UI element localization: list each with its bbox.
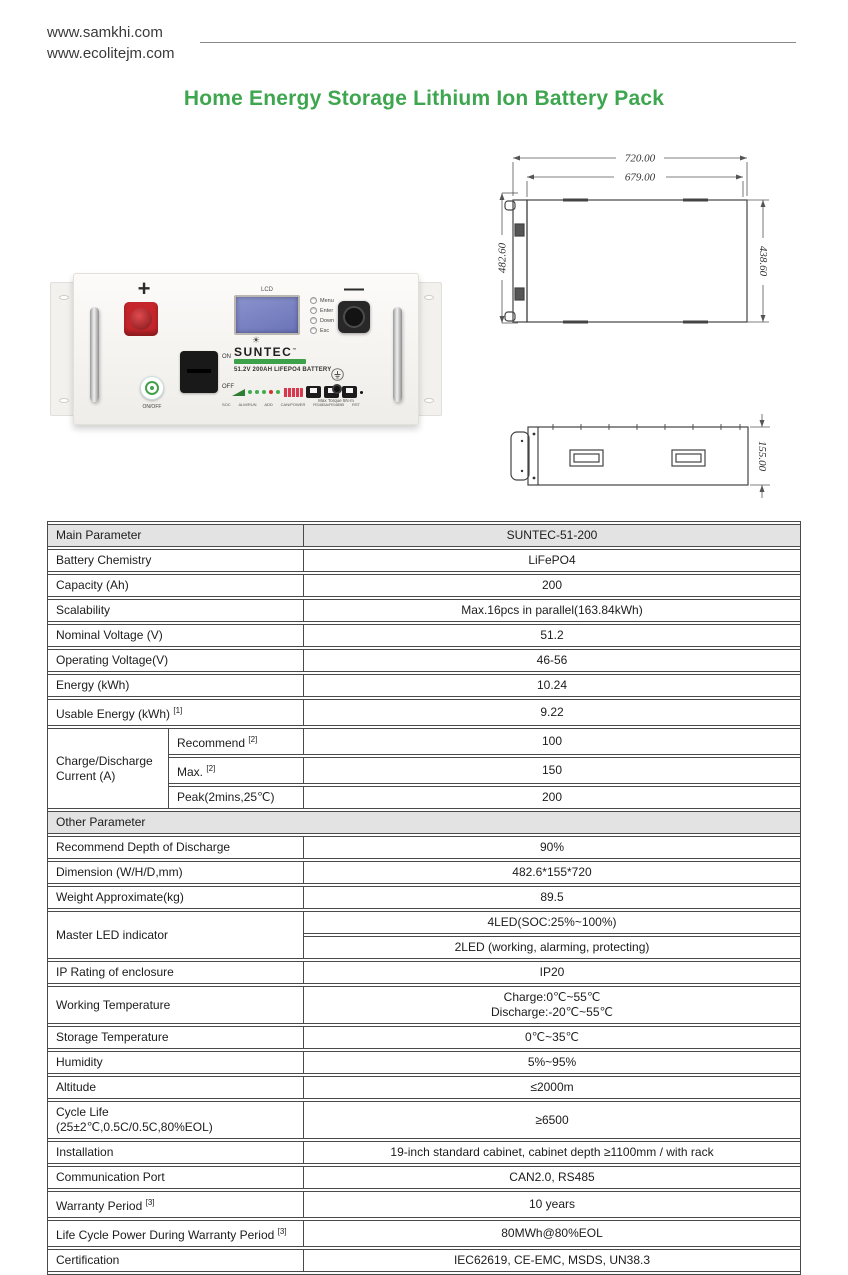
table-row: [48, 1191, 800, 1218]
lcd-screen: [234, 295, 300, 335]
dim-label-side-height: 155.00: [756, 440, 768, 472]
value-header-cell: SUNTEC-51-200: [304, 524, 800, 547]
param-cell: Communication Port: [48, 1166, 304, 1189]
value-cell: 51.2: [304, 624, 800, 647]
value-cell: IP20: [304, 961, 800, 984]
table-header-row: [48, 524, 800, 547]
rst-label: RST: [351, 402, 360, 407]
param-cell: Recommend Depth of Discharge: [48, 836, 304, 859]
table-row: [48, 599, 800, 622]
model-line: 51.2V 200AH LIFEPO4 BATTERY: [234, 367, 332, 373]
enter-button-label: Enter: [320, 307, 334, 314]
value-cell: 10 years: [304, 1191, 800, 1218]
battery-front-photo: [45, 268, 447, 430]
table-row: [48, 911, 800, 934]
soc-ramp-icon: [232, 389, 245, 396]
url-ecolitejm-link[interactable]: www.ecolitejm.com: [47, 45, 175, 62]
terminal-core: [343, 306, 365, 328]
rs485b-port: [342, 386, 357, 398]
table-section-row: [48, 811, 800, 834]
table-row: [48, 1076, 800, 1099]
value-cell: 200: [304, 786, 800, 809]
temp-charge-line: Charge:0℃~55℃: [503, 990, 601, 1004]
dim-label-right-height: 438.60: [757, 245, 769, 277]
can-power-port: [306, 386, 321, 398]
table-row: [48, 649, 800, 672]
down-button: [310, 317, 317, 324]
value-cell: 9.22: [304, 699, 800, 726]
lcd-menu-buttons: [310, 297, 334, 337]
value-cell: [304, 986, 800, 1024]
rs485-label: RS485A/RS485B: [313, 402, 345, 407]
can-power-label: CAN/POWER: [280, 402, 306, 407]
front-panel: [73, 273, 419, 425]
param-cell: Altitude: [48, 1076, 304, 1099]
table-row: [48, 1141, 800, 1164]
section-header-cell: Other Parameter: [48, 811, 800, 834]
table-row: [48, 1249, 800, 1272]
soc-led: [262, 390, 266, 394]
table-row: [48, 574, 800, 597]
value-cell: CAN2.0, RS485: [304, 1166, 800, 1189]
temp-discharge-line: Discharge:-20℃~55℃: [490, 1005, 613, 1019]
param-cell: Working Temperature: [48, 986, 304, 1024]
dim-label-inner-width: 679.00: [624, 171, 656, 184]
param-group-cell: Master LED indicator: [48, 911, 304, 959]
menu-button-label: Menu: [320, 297, 334, 304]
param-cell: Nominal Voltage (V): [48, 624, 304, 647]
footnote-ref: [2]: [206, 764, 216, 773]
table-row: [48, 624, 800, 647]
footnote-ref: [1]: [173, 706, 183, 715]
alarm-led: [269, 390, 273, 394]
handle-left: [90, 307, 99, 402]
value-cell: ≤2000m: [304, 1076, 800, 1099]
page-title: Home Energy Storage Lithium Ion Battery Pack: [183, 87, 665, 110]
torque-port: [332, 384, 342, 394]
param-cell: IP Rating of enclosure: [48, 961, 304, 984]
trademark-symbol: ™: [292, 347, 298, 352]
brand-name: SUNTEC™: [234, 345, 298, 359]
down-button-label: Down: [320, 317, 335, 324]
footnote-ref: [3]: [145, 1198, 155, 1207]
table-row: [48, 861, 800, 884]
cycle-life-line2: (25±2℃,0.5C/0.5C,80%EOL): [56, 1120, 213, 1134]
reset-hole: [360, 391, 363, 394]
mount-hole: [424, 295, 434, 300]
value-cell: 19-inch standard cabinet, cabinet depth ≥1100mm / with rack: [304, 1141, 800, 1164]
param-cell: [48, 1101, 304, 1139]
table-row: [48, 986, 800, 1024]
alm-run-label: ALM/RUN: [238, 402, 257, 407]
table-row: [48, 1026, 800, 1049]
led-indicator-row: [232, 386, 363, 398]
value-cell: 2LED (working, alarming, protecting): [304, 936, 800, 959]
param-cell: Humidity: [48, 1051, 304, 1074]
header-divider-line: [200, 42, 796, 43]
value-cell: 89.5: [304, 886, 800, 909]
value-cell: 200: [304, 574, 800, 597]
value-cell: 10.24: [304, 674, 800, 697]
table-row: [48, 1220, 800, 1247]
table-row: [48, 728, 800, 755]
param-cell: Scalability: [48, 599, 304, 622]
menu-button: [310, 297, 317, 304]
power-button: [140, 376, 164, 400]
breaker-switch: [180, 351, 218, 393]
brand-tagline-bar: [234, 359, 306, 364]
table-row: [48, 836, 800, 859]
param-group-cell: Charge/Discharge Current (A): [48, 728, 169, 809]
url-samkhi-link[interactable]: www.samkhi.com: [47, 24, 163, 41]
footnote-ref: [3]: [277, 1227, 287, 1236]
top-view-drawing: [478, 140, 848, 345]
table-row: [48, 1166, 800, 1189]
table-row: [48, 961, 800, 984]
value-cell: 4LED(SOC:25%~100%): [304, 911, 800, 934]
value-cell: ≥6500: [304, 1101, 800, 1139]
value-cell: 80MWh@80%EOL: [304, 1220, 800, 1247]
breaker-on-label: ON: [222, 354, 231, 360]
breaker-slot: [187, 369, 211, 373]
mount-hole: [59, 398, 69, 403]
soc-led: [248, 390, 252, 394]
esc-button: [310, 327, 317, 334]
spec-table: [47, 521, 801, 1275]
param-sub-cell: Peak(2mins,25℃): [169, 786, 304, 809]
rack-ear-right: [415, 282, 442, 416]
negative-terminal-label: —: [344, 278, 364, 300]
power-button-dot: [150, 386, 154, 390]
param-cell: Energy (kWh): [48, 674, 304, 697]
run-led: [276, 390, 280, 394]
table-row: [48, 674, 800, 697]
lcd-label: LCD: [260, 287, 273, 293]
header-urls: [47, 22, 175, 64]
param-cell: Capacity (Ah): [48, 574, 304, 597]
power-button-label: ON/OFF: [142, 404, 162, 410]
param-cell: Certification: [48, 1249, 304, 1272]
table-row: [48, 1101, 800, 1139]
value-cell: 46-56: [304, 649, 800, 672]
side-view-drawing: [478, 408, 848, 520]
param-cell: Operating Voltage(V): [48, 649, 304, 672]
param-cell: Dimension (W/H/D,mm): [48, 861, 304, 884]
breaker-off-label: OFF: [222, 384, 234, 390]
add-label: ADD: [264, 402, 273, 407]
value-cell: IEC62619, CE-EMC, MSDS, UN38.3: [304, 1249, 800, 1272]
soc-label: SOC: [222, 402, 231, 407]
param-sub-cell: Max. [2]: [169, 757, 304, 784]
handle-right: [393, 307, 402, 402]
param-cell: Battery Chemistry: [48, 549, 304, 572]
param-header-cell: Main Parameter: [48, 524, 304, 547]
param-sub-cell: Recommend [2]: [169, 728, 304, 755]
value-cell: 100: [304, 728, 800, 755]
esc-button-label: Esc: [320, 327, 330, 334]
positive-terminal: [124, 302, 158, 336]
mount-hole: [59, 295, 69, 300]
param-cell: Weight Approximate(kg): [48, 886, 304, 909]
enter-button: [310, 307, 317, 314]
mount-hole: [424, 398, 434, 403]
torque-label: Max Torque 5N·m: [318, 398, 354, 403]
value-cell: LiFePO4: [304, 549, 800, 572]
value-cell: 5%~95%: [304, 1051, 800, 1074]
table-row: [48, 1051, 800, 1074]
sun-rays-icon: ☀: [252, 335, 261, 345]
value-cell: Max.16pcs in parallel(163.84kWh): [304, 599, 800, 622]
param-cell: Life Cycle Power During Warranty Period [3]: [48, 1220, 304, 1247]
value-cell: 482.6*155*720: [304, 861, 800, 884]
footnote-ref: [2]: [248, 735, 258, 744]
negative-terminal: [338, 301, 370, 333]
table-row: [48, 699, 800, 726]
param-cell: Storage Temperature: [48, 1026, 304, 1049]
value-cell: 90%: [304, 836, 800, 859]
address-dip-switch: [283, 388, 303, 397]
param-cell: Installation: [48, 1141, 304, 1164]
value-cell: 0℃~35℃: [304, 1026, 800, 1049]
value-cell: 150: [304, 757, 800, 784]
dim-label-left-height: 482.60: [496, 242, 509, 274]
cycle-life-line1: Cycle Life: [56, 1105, 109, 1119]
table-row: [48, 886, 800, 909]
param-cell: Usable Energy (kWh) [1]: [48, 699, 304, 726]
terminal-core: [130, 308, 152, 330]
param-cell: Warranty Period [3]: [48, 1191, 304, 1218]
positive-terminal-label: +: [137, 276, 151, 301]
soc-led: [255, 390, 259, 394]
table-row: [48, 549, 800, 572]
dim-label-outer-width: 720.00: [624, 152, 656, 165]
